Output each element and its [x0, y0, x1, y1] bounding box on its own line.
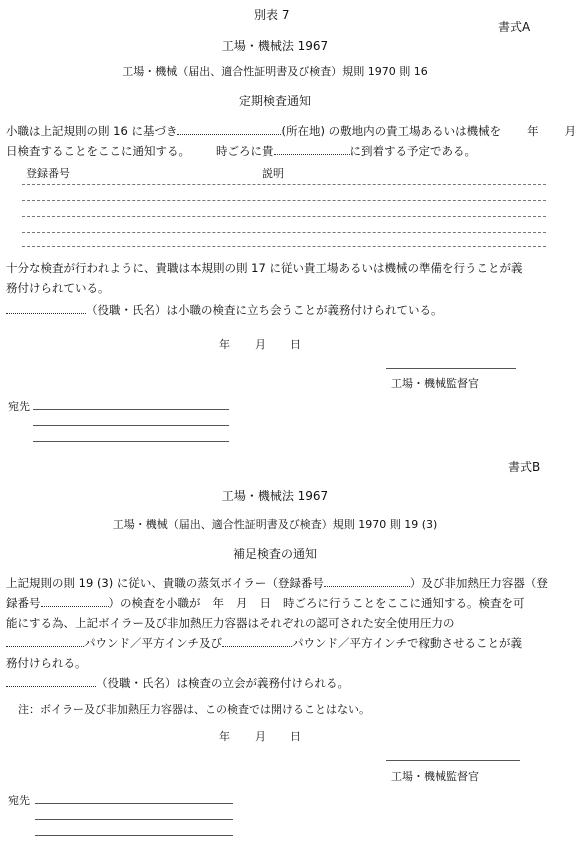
text: 録番号 — [6, 596, 41, 610]
text: 時ごろに行うことをここに通知する。検査を可 — [283, 596, 525, 610]
form-a-paragraph-2-line-1: 十分な検査が行われように、貴職は本規則の則 17 に従い貴工場あるいは機械の準備を行うことが義 — [6, 261, 523, 275]
form-b-line-3: 能にする為、上記ボイラー及び非加熱圧力容器はそれぞれの認可された安全使用圧力の — [6, 616, 455, 630]
form-b-note: 注：ボイラー及び非加熱圧力容器は、この検査では開けることはない。 — [18, 703, 370, 716]
column-registration-number: 登録番号 — [26, 167, 70, 180]
blank-field[interactable] — [274, 144, 350, 155]
text: 日 — [259, 596, 271, 610]
text: （役職・氏名）は小職の検査に立ち会うことが義務付けられている。 — [86, 303, 443, 317]
form-a-paragraph-2-line-2: 務付けられている。 — [6, 281, 110, 295]
form-a-officer: 工場・機械監督官 — [391, 377, 479, 390]
blank-field[interactable] — [6, 636, 84, 647]
table-line — [22, 246, 546, 247]
text: ）の検査を小職が — [108, 596, 201, 610]
address-line[interactable] — [33, 441, 229, 442]
blank-field[interactable] — [222, 636, 292, 647]
address-line[interactable] — [35, 803, 233, 804]
text: 月 — [564, 124, 576, 138]
form-b-officer: 工場・機械監督官 — [391, 770, 479, 783]
form-b-line-5: 務付けられる。 — [6, 656, 87, 670]
form-b-title: 補足検査の通知 — [232, 547, 317, 561]
form-a-act: 工場・機械法 1967 — [221, 39, 329, 53]
text: 時ごろに貴 — [216, 144, 274, 158]
blank-field[interactable] — [6, 303, 86, 314]
date-day: 日 — [290, 338, 301, 351]
form-b-label: 書式B — [508, 460, 541, 474]
blank-field[interactable] — [6, 676, 96, 687]
text: （役職・氏名）は検査の立会が義務付けられる。 — [96, 676, 349, 690]
table-line — [22, 232, 546, 233]
text: パウンド／平方インチで稼動させることが義 — [292, 636, 522, 650]
date-month: 月 — [255, 730, 266, 743]
text: パウンド／平方インチ及び — [84, 636, 222, 650]
text: 月 — [236, 596, 248, 610]
text: (所在地) の敷地内の貴工場あるいは機械を — [281, 124, 502, 138]
text: に到着する予定である。 — [349, 144, 476, 158]
form-a-paragraph-1-line-2 — [6, 143, 476, 159]
form-b-regulation: 工場・機械（届出、適合性証明書及び検査）規則 1970 則 19 (3) — [112, 518, 438, 531]
date-month: 月 — [255, 338, 266, 351]
table-line — [22, 216, 546, 217]
table-line — [22, 200, 546, 201]
signature-line — [386, 368, 516, 369]
text: 年 — [527, 124, 539, 138]
form-a-title: 定期検査通知 — [238, 94, 311, 108]
table-line — [22, 184, 546, 185]
date-year: 年 — [219, 338, 230, 351]
text: 上記規則の則 19 (3) に従い、貴職の蒸気ボイラー（登録番号 — [6, 576, 324, 590]
form-a-addressee-label: 宛先 — [8, 400, 30, 413]
form-b-act: 工場・機械法 1967 — [221, 489, 329, 503]
blank-field[interactable] — [177, 124, 281, 135]
blank-field[interactable] — [324, 576, 410, 587]
form-a-label: 書式A — [498, 20, 531, 34]
address-line[interactable] — [35, 835, 233, 836]
address-line[interactable] — [35, 819, 233, 820]
form-b-addressee-label: 宛先 — [8, 794, 30, 807]
form-b-line-6 — [6, 675, 349, 691]
address-line[interactable] — [33, 425, 229, 426]
form-a-regulation: 工場・機械（届出、適合性証明書及び検査）規則 1970 則 16 — [122, 65, 428, 78]
appendix-label: 別表 7 — [254, 8, 290, 22]
form-b-line-1 — [6, 575, 548, 591]
address-line[interactable] — [33, 409, 229, 410]
signature-line — [386, 760, 520, 761]
column-description: 説明 — [262, 167, 284, 180]
form-b-line-2 — [6, 595, 525, 611]
text: ）及び非加熱圧力容器（登 — [409, 576, 548, 590]
date-day: 日 — [290, 730, 301, 743]
date-year: 年 — [219, 730, 230, 743]
form-a-paragraph-3 — [6, 302, 443, 318]
text: 年 — [212, 596, 224, 610]
blank-field[interactable] — [41, 596, 109, 607]
form-a-paragraph-1-line-1 — [6, 123, 576, 139]
text: 日検査することをここに通知する。 — [6, 144, 190, 158]
form-b-line-4 — [6, 635, 522, 651]
text: 小職は上記規則の則 16 に基づき — [6, 124, 178, 138]
